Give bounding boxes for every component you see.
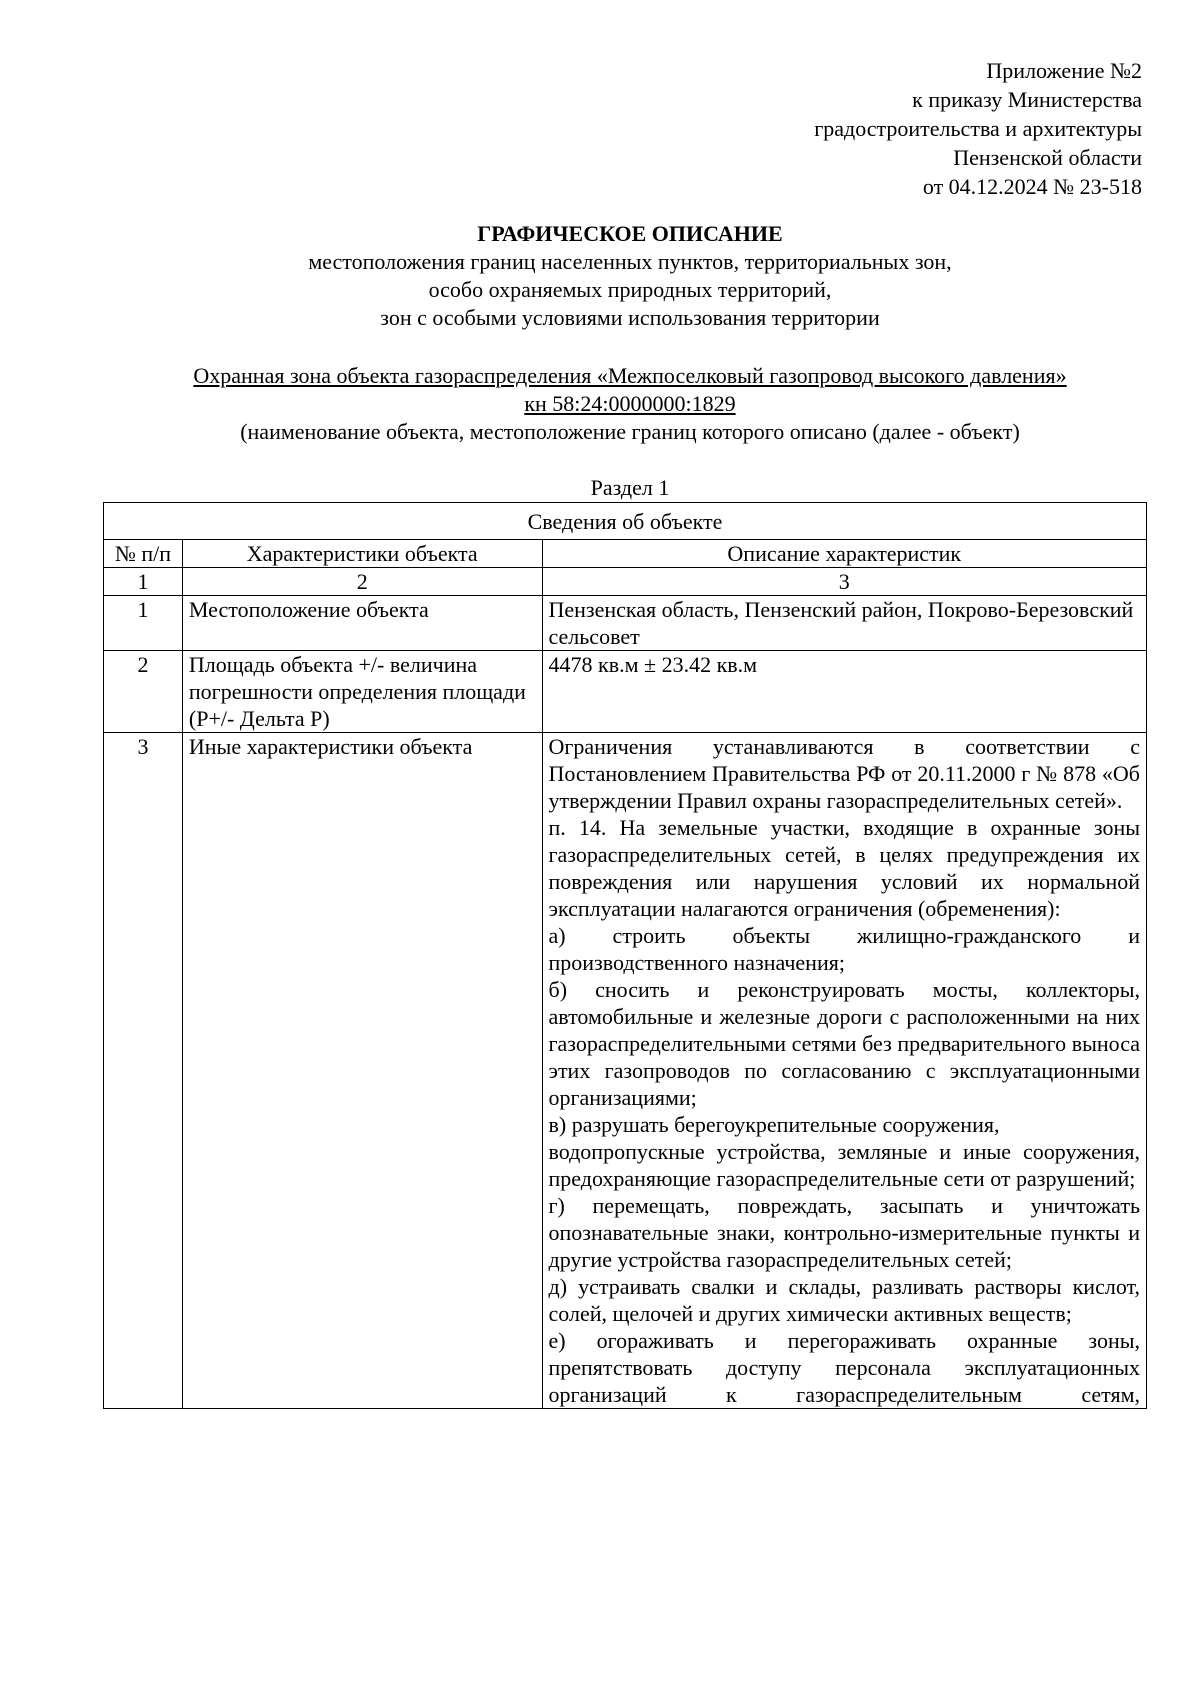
row-number: 1: [104, 596, 183, 651]
description-paragraph: Ограничения устанавливаются в соответствии с Постановлением Правительства РФ от 20.11.2000 г № 878 «Об утверждении Правил охраны газораспределительных сетей».: [548, 734, 1140, 813]
appendix-line: Пензенской области: [953, 145, 1142, 170]
header-characteristic: Характеристики объекта: [182, 540, 542, 568]
appendix-line: к приказу Министерства: [912, 87, 1142, 112]
row-characteristic: Площадь объекта +/- величина погрешности определения площади (Р+/- Дельта Р): [182, 651, 542, 733]
description-paragraph: е) огораживать и перегораживать охранные зоны, препятствовать доступу персонала эксплуатационных: [548, 1328, 1140, 1380]
description-paragraph: в) разрушать берегоукрепительные сооружения,: [548, 1112, 1000, 1137]
object-name-block: [100, 362, 1160, 446]
document-title: ГРАФИЧЕСКОЕ ОПИСАНИЕ: [477, 221, 783, 246]
appendix-line: градостроительства и архитектуры: [814, 116, 1142, 141]
table-caption-row: [104, 503, 1147, 540]
title-subline: особо охраняемых природных территорий,: [428, 277, 832, 302]
row-description: 4478 кв.м ± 23.42 кв.м: [542, 651, 1147, 733]
document-title-block: [100, 220, 1160, 332]
title-subline: зон с особыми условиями использования территории: [380, 305, 880, 330]
column-number-row: [104, 568, 1147, 596]
description-paragraph: а) строить объекты жилищно-гражданского и производственного назначения;: [548, 923, 1140, 975]
title-subline: местоположения границ населенных пунктов, территориальных зон,: [308, 249, 952, 274]
description-paragraph: б) сносить и реконструировать мосты, коллекторы, автомобильные и железные дороги с расположенными на них газораспределительными сетями без предварительного выноса этих газопроводов по согласованию с эксплуатационными организациями;: [548, 977, 1140, 1110]
row-description: Пензенская область, Пензенский район, Покрово-Березовский сельсовет: [542, 596, 1147, 651]
appendix-line: Приложение №2: [986, 58, 1142, 83]
row-description: [542, 733, 1147, 1409]
table-caption: Сведения об объекте: [104, 503, 1147, 540]
description-paragraph: г) перемещать, повреждать, засыпать и уничтожать опознавательные знаки, контрольно-измерительные пункты и другие устройства газораспределительных сетей;: [548, 1193, 1140, 1272]
column-number: 1: [104, 568, 183, 596]
header-description: Описание характеристик: [542, 540, 1147, 568]
table-row: [104, 733, 1147, 1409]
column-number: 3: [542, 568, 1147, 596]
appendix-header: [814, 56, 1142, 201]
section-label: Раздел 1: [590, 475, 670, 500]
row-characteristic: Местоположение объекта: [182, 596, 542, 651]
description-paragraph: организаций к газораспределительным сетям,: [548, 1382, 1140, 1407]
object-cadastral-number: кн 58:24:0000000:1829: [524, 391, 736, 416]
row-number: 2: [104, 651, 183, 733]
table-row: [104, 596, 1147, 651]
header-number: № п/п: [104, 540, 183, 568]
object-name: Охранная зона объекта газораспределения «Межпоселковый газопровод высокого давления»: [193, 363, 1067, 388]
row-number: 3: [104, 733, 183, 1409]
description-paragraph: водопропускные устройства, земляные и иные сооружения, предохраняющие газораспределительные сети от разрушений;: [548, 1139, 1140, 1191]
appendix-line: от 04.12.2024 № 23-518: [922, 174, 1142, 199]
table-row: [104, 651, 1147, 733]
row-characteristic: Иные характеристики объекта: [182, 733, 542, 1409]
description-paragraph: д) устраивать свалки и склады, разливать растворы кислот, солей, щелочей и других химически активных веществ;: [548, 1274, 1140, 1326]
description-paragraph: п. 14. На земельные участки, входящие в охранные зоны газораспределительных сетей, в целях предупреждения их повреждения или нарушения условий их нормальной эксплуатации налагаются ограничения (обременения):: [548, 815, 1140, 921]
object-caption: (наименование объекта, местоположение границ которого описано (далее - объект): [240, 419, 1020, 444]
object-info-table: [103, 502, 1147, 1409]
column-number: 2: [182, 568, 542, 596]
table-header-row: [104, 540, 1147, 568]
